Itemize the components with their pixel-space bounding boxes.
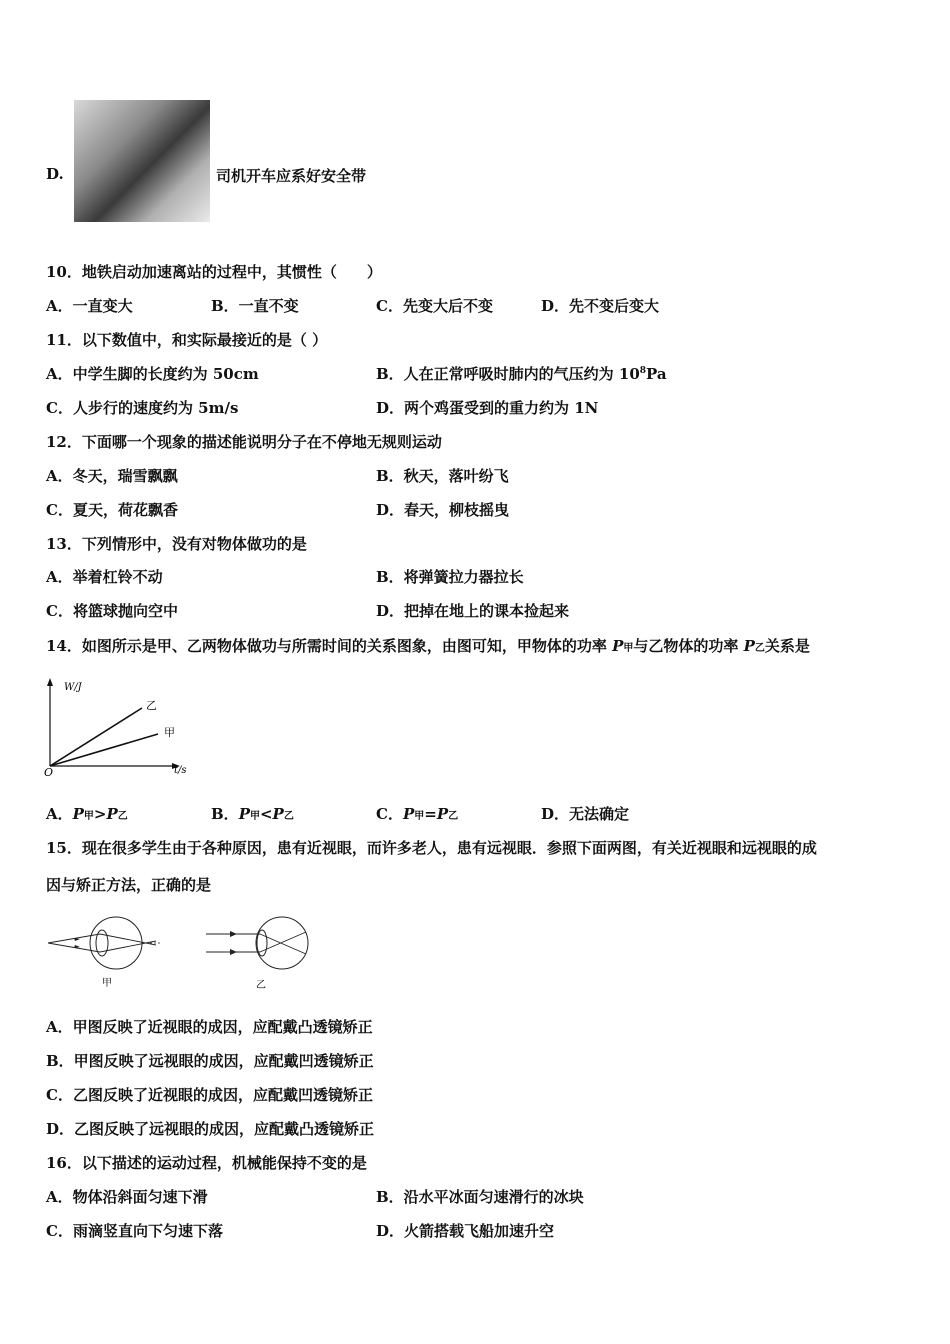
q11-option-b-unit: Pa [646, 365, 667, 383]
q14-stem-part1: 14．如图所示是甲、乙两物体做功与所需时间的关系图象，由图可知，甲物体的功率 [46, 637, 613, 655]
q11-option-b-exponent: 8 [639, 366, 647, 376]
q13-option-b: B．将弹簧拉力器拉长 [376, 568, 524, 586]
q16-option-c: C．雨滴竖直向下匀速下落 [46, 1222, 223, 1240]
q13-option-a: A．举着杠铃不动 [46, 568, 163, 586]
q14-c-sub2: 乙 [448, 811, 459, 822]
q14-a-sub1: 甲 [83, 811, 94, 822]
q10-option-d: D．先不变后变大 [541, 297, 660, 315]
q13-stem: 13．下列情形中，没有对物体做功的是 [46, 535, 307, 553]
q10-option-c: C．先变大后不变 [376, 297, 493, 315]
q15-option-b: B．甲图反映了远视眼的成因，应配戴凹透镜矫正 [46, 1052, 374, 1070]
q15-stem-line1: 15．现在很多学生由于各种原因，患有近视眼，而许多老人，患有远视眼．参照下面两图，有关近视眼和远视眼的成 [46, 839, 817, 857]
q10-option-b: B．一直不变 [211, 297, 299, 315]
q14-b-sub2: 乙 [283, 811, 294, 822]
q9-option-d-text: 司机开车应系好安全带 [216, 167, 367, 185]
eye-diagram-yi [206, 917, 308, 991]
q14-c-p1: P [402, 805, 415, 823]
q16-stem: 16．以下描述的运动过程，机械能保持不变的是 [46, 1154, 367, 1172]
q14-a-sub2: 乙 [117, 811, 128, 822]
line-jia-label: 甲 [164, 726, 175, 739]
q14-p-jia: P [612, 637, 624, 655]
q10-option-a: A．一直变大 [46, 297, 133, 315]
eye-diagram-jia [48, 917, 160, 989]
fig-yi-label: 乙 [256, 980, 266, 991]
q14-a-relation: > [93, 805, 107, 823]
q16-option-d: D．火箭搭载飞船加速升空 [376, 1222, 555, 1240]
q12-option-d: D．春天，柳枝摇曳 [376, 501, 510, 519]
line-yi-label: 乙 [146, 699, 157, 712]
q14-b-p2: P [272, 805, 284, 823]
q14-option-a [46, 803, 128, 824]
q14-option-c [376, 803, 458, 824]
q12-stem: 12．下面哪一个现象的描述能说明分子在不停地无规则运动 [46, 433, 442, 451]
q14-a-p2: P [106, 805, 118, 823]
q14-a-p1: P [72, 805, 84, 823]
q14-c-relation: = [424, 805, 437, 823]
y-axis-arrow [47, 678, 53, 686]
q12-option-a: A．冬天，瑞雪飘飘 [46, 467, 178, 485]
q14-stem [46, 635, 810, 656]
q14-c-sub1: 甲 [414, 811, 425, 822]
q13-option-d: D．把掉在地上的课本捡起来 [376, 602, 570, 620]
q14-b-relation: < [259, 805, 273, 823]
q14-work-time-graph [40, 674, 200, 784]
q11-option-b-prefix: B．人在正常呼吸时肺内的气压约为 10 [376, 365, 640, 383]
seatbelt-photo [74, 100, 210, 222]
origin-label: O [44, 766, 54, 779]
q15-option-a: A．甲图反映了近视眼的成因，应配戴凸透镜矫正 [46, 1018, 373, 1036]
q14-option-b [211, 803, 294, 824]
q11-option-c: C．人步行的速度约为 5m/s [46, 399, 239, 417]
q14-b-p1: P [238, 805, 250, 823]
q14-b-letter: B． [211, 805, 239, 823]
q11-option-d: D．两个鸡蛋受到的重力约为 1N [376, 399, 599, 417]
q16-option-a: A．物体沿斜面匀速下滑 [46, 1188, 208, 1206]
q14-option-d: D．无法确定 [541, 805, 630, 823]
line-jia [50, 734, 158, 766]
fig-jia-label: 甲 [102, 978, 112, 989]
q15-option-d: D．乙图反映了远视眼的成因，应配戴凸透镜矫正 [46, 1120, 375, 1138]
q14-sub-jia: 甲 [623, 643, 634, 654]
q12-option-b: B．秋天，落叶纷飞 [376, 467, 509, 485]
q16-option-b: B．沿水平冰面匀速滑行的冰块 [376, 1188, 584, 1206]
q11-option-a: A．中学生脚的长度约为 50cm [46, 365, 259, 383]
x-axis-label: t/s [174, 765, 187, 776]
y-axis-label: W/J [64, 682, 82, 693]
q9-option-d-letter: D. [46, 165, 64, 183]
line-yi [50, 708, 142, 766]
q11-option-b [376, 363, 667, 384]
q14-c-letter: C． [376, 805, 403, 823]
q11-stem: 11．以下数值中，和实际最接近的是（ ） [46, 331, 328, 349]
q14-sub-yi: 乙 [754, 643, 765, 654]
q15-stem-line2: 因与矫正方法，正确的是 [46, 876, 212, 894]
q12-option-c: C．夏天，荷花飘香 [46, 501, 178, 519]
q15-option-c: C．乙图反映了近视眼的成因，应配戴凹透镜矫正 [46, 1086, 373, 1104]
q10-stem: 10．地铁启动加速离站的过程中，其惯性（ ） [46, 263, 382, 281]
q15-eye-diagrams [44, 912, 324, 996]
q14-b-sub1: 甲 [249, 811, 260, 822]
q14-p-yi: P [743, 637, 755, 655]
q13-option-c: C．将篮球抛向空中 [46, 602, 178, 620]
q14-a-letter: A． [46, 805, 73, 823]
q14-stem-part2: 与乙物体的功率 [633, 637, 744, 655]
q14-c-p2: P [436, 805, 449, 823]
q14-stem-part3: 关系是 [764, 637, 810, 655]
